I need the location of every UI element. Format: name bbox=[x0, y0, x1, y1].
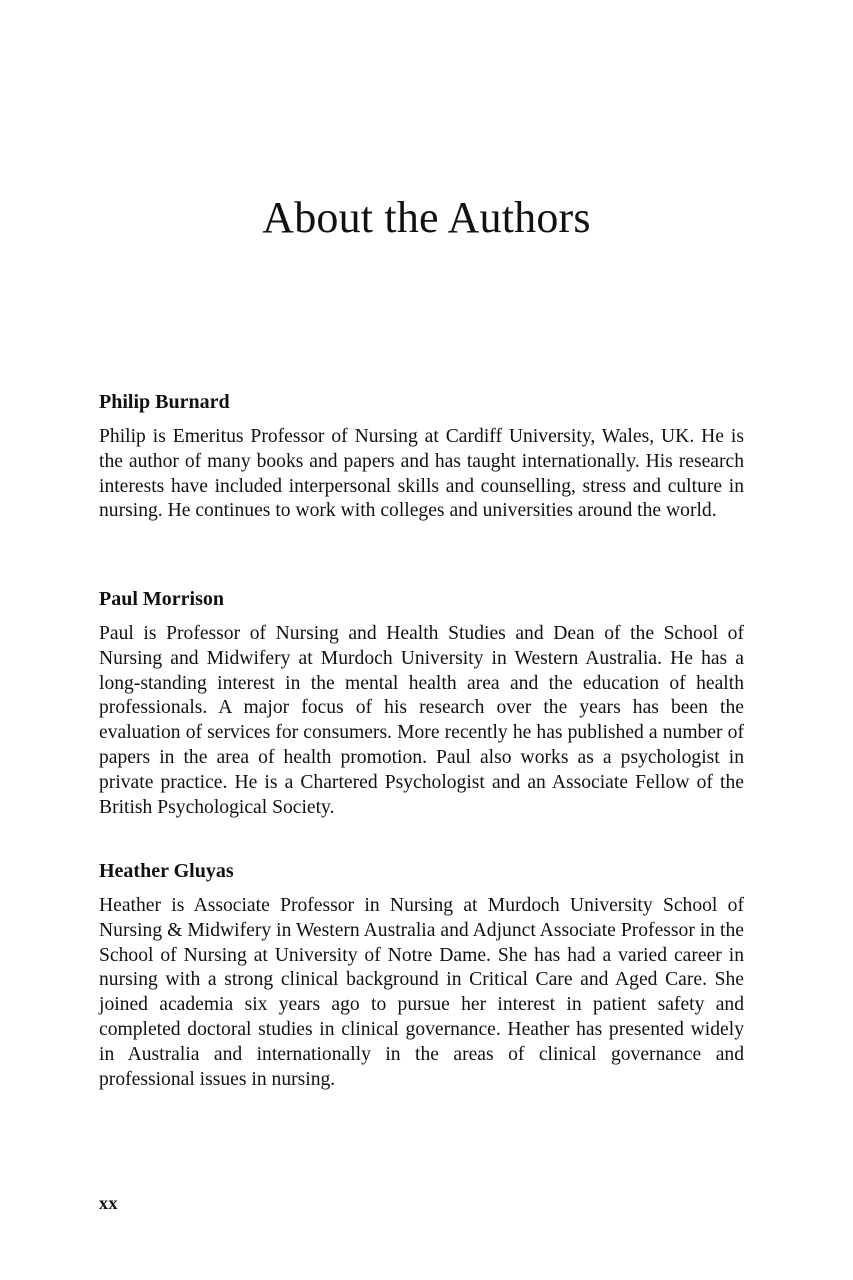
author-bio: Paul is Professor of Nursing and Health Studies and Dean of the School of Nursing and Midwifery at Murdoch University in Western Australia. He has a long-standing interest in the mental health area and the education of health professionals. A major focus of his research over the years has been the evaluation of services for consumers. More recently he has published a number of papers in the area of health promotion. Paul also works as a psychologist in private practice. He is a Chartered Psychologist and an Associate Fellow of the British Psychological Society. bbox=[99, 623, 744, 818]
author-name: Philip Burnard bbox=[99, 391, 230, 413]
author-entry-paul-morrison bbox=[99, 586, 744, 820]
page-title: About the Authors bbox=[262, 193, 591, 242]
author-entry-heather-gluyas bbox=[99, 858, 744, 1092]
author-entry-philip-burnard bbox=[99, 389, 744, 524]
author-bio: Heather is Associate Professor in Nursing at Murdoch University School of Nursing & Midwifery in Western Australia and Adjunct Associate Professor in the School of Nursing at University of Notre Dame. She has had a varied career in nursing with a strong clinical background in Critical Care and Aged Care. She joined academia six years ago to pursue her interest in patient safety and completed doctoral studies in clinical governance. Heather has presented widely in Australia and internationally in the areas of clinical governance and professional issues in nursing. bbox=[99, 895, 744, 1090]
author-bio: Philip is Emeritus Professor of Nursing at Cardiff University, Wales, UK. He is the author of many books and papers and has taught internationally. His research interests have included interpersonal skills and counselling, stress and culture in nursing. He continues to work with colleges and universities around the world. bbox=[99, 426, 744, 522]
author-name: Paul Morrison bbox=[99, 588, 224, 610]
page-number: xx bbox=[99, 1193, 118, 1213]
author-name: Heather Gluyas bbox=[99, 860, 234, 882]
